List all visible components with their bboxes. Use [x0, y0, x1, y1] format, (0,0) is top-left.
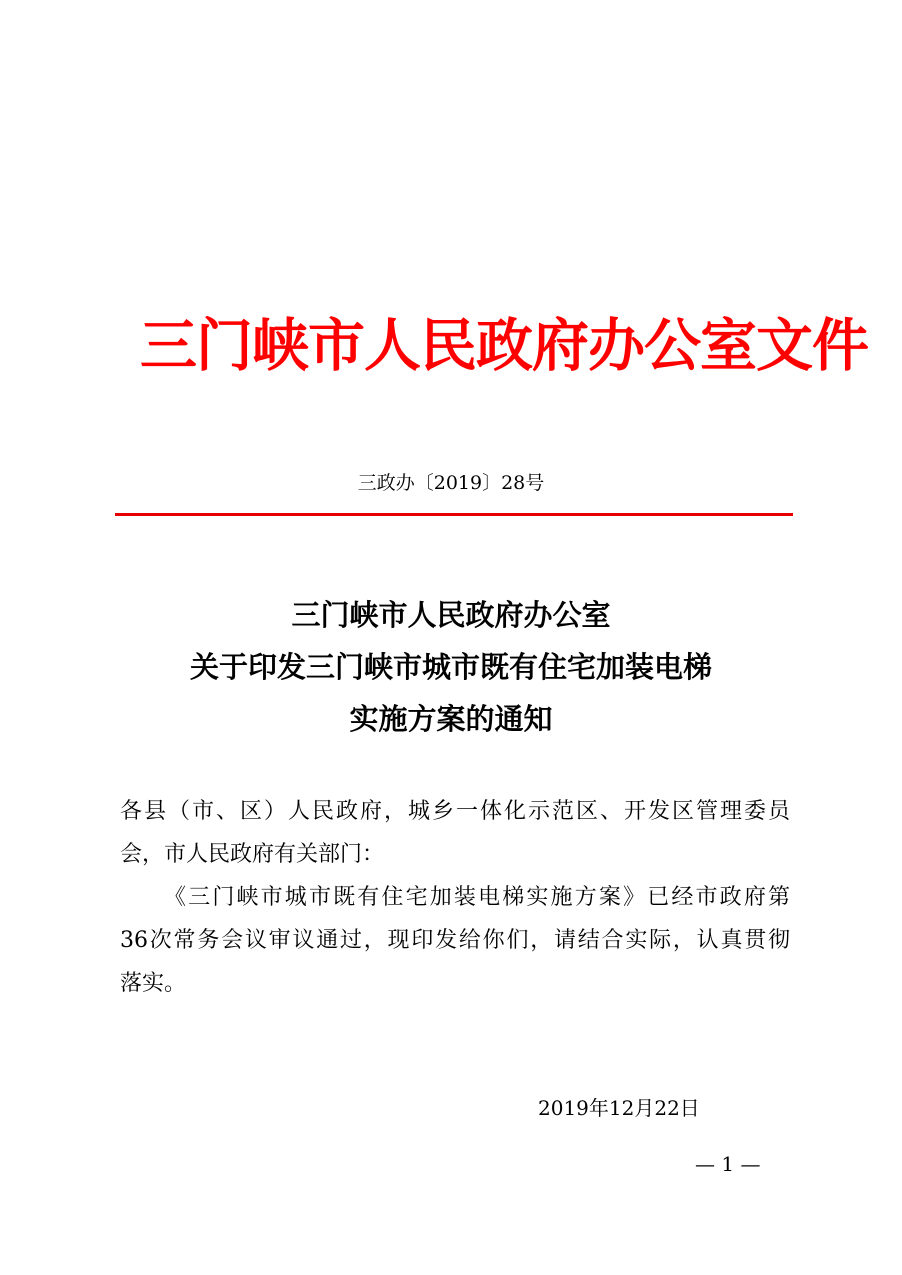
issue-date: 2019年12月22日 [538, 1096, 700, 1120]
notice-title-line-3: 实施方案的通知 [349, 702, 553, 736]
body-text-line-1: 《三门峡市城市既有住宅加装电梯实施方案》已经市政府第 [164, 885, 790, 910]
red-divider-line [115, 513, 793, 516]
addressee-line-1: 各县（市、区）人民政府，城乡一体化示范区、开发区管理委员 [120, 799, 790, 824]
addressee-line-2: 会，市人民政府有关部门： [120, 842, 385, 867]
notice-title-line-1: 三门峡市人民政府办公室 [291, 598, 611, 632]
document-number: 三政办〔2019〕28号 [357, 472, 545, 494]
body-text-line-2: 36次常务会议审议通过，现印发给你们，请结合实际，认真贯彻 [120, 928, 790, 953]
body-text-line-3: 落实。 [120, 971, 187, 996]
notice-title-line-2: 关于印发三门峡市城市既有住宅加装电梯 [189, 650, 712, 684]
page-number: — 1 — [695, 1152, 761, 1176]
document-header-title: 三门峡市人民政府办公室文件 [140, 312, 868, 379]
